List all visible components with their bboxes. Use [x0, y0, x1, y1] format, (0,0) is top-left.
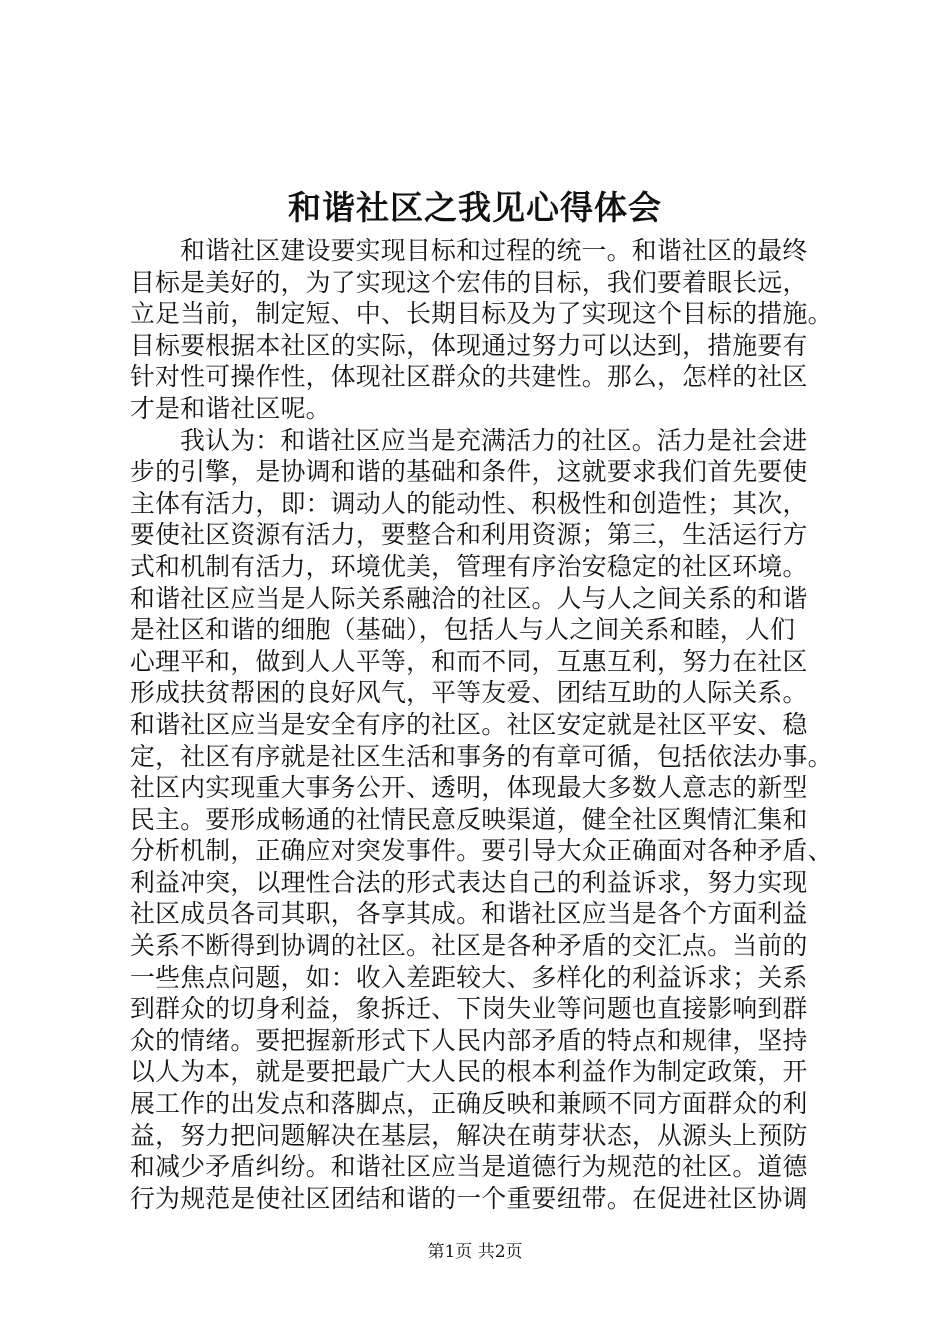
text-line: 和谐社区建设要实现目标和过程的统一。和谐社区的最终: [180, 236, 808, 265]
text-line: 益，努力把问题解决在基层，解决在萌芽状态，从源头上预防: [130, 1120, 808, 1150]
text-line: 立足当前，制定短、中、长期目标及为了实现这个目标的措施。: [130, 299, 833, 329]
text-line: 式和机制有活力，环境优美，管理有序治安稳定的社区环境。: [130, 551, 808, 581]
text-line: 社区内实现重大事务公开、透明，体现最大多数人意志的新型: [130, 773, 808, 803]
text-line: 定，社区有序就是社区生活和事务的有章可循，包括依法办事。: [130, 741, 833, 771]
page-number: 第1页 共2页: [427, 1242, 523, 1262]
text-line: 要使社区资源有活力，要整合和利用资源；第三，生活运行方: [130, 520, 808, 550]
text-line: 展工作的出发点和落脚点，正确反映和兼顾不同方面群众的利: [130, 1089, 808, 1119]
text-line: 和谐社区应当是安全有序的社区。社区安定就是社区平安、稳: [130, 709, 808, 739]
text-line: 行为规范是使社区团结和谐的一个重要纽带。在促进社区协调: [130, 1183, 808, 1213]
text-line: 民主。要形成畅通的社情民意反映渠道，健全社区舆情汇集和: [130, 804, 808, 834]
text-line: 我认为：和谐社区应当是充满活力的社区。活力是社会进: [180, 425, 808, 455]
text-line: 关系不断得到协调的社区。社区是各种矛盾的交汇点。当前的: [130, 931, 808, 961]
text-line: 针对性可操作性，体现社区群众的共建性。那么，怎样的社区: [130, 362, 808, 392]
text-line: 才是和谐社区呢。: [130, 393, 331, 423]
text-line: 步的引擎，是协调和谐的基础和条件，这就要求我们首先要使: [130, 457, 808, 487]
text-line: 众的情绪。要把握新形式下人民内部矛盾的特点和规律，坚持: [130, 1025, 808, 1055]
text-line: 目标要根据本社区的实际，体现通过努力可以达到，措施要有: [130, 330, 808, 360]
text-line: 和减少矛盾纠纷。和谐社区应当是道德行为规范的社区。道德: [130, 1152, 808, 1182]
text-line: 分析机制，正确应对突发事件。要引导大众正确面对各种矛盾、: [130, 836, 833, 866]
document-title: 和谐社区之我见心得体会: [288, 188, 662, 227]
text-line: 社区成员各司其职，各享其成。和谐社区应当是各个方面利益: [130, 899, 808, 929]
text-line: 形成扶贫帮困的良好风气，平等友爱、团结互助的人际关系。: [130, 678, 808, 708]
text-line: 到群众的切身利益，象拆迁、下岗失业等问题也直接影响到群: [130, 994, 808, 1024]
text-line: 主体有活力，即：调动人的能动性、积极性和创造性；其次，: [130, 488, 808, 518]
text-line: 心理平和，做到人人平等，和而不同，互惠互利，努力在社区: [130, 646, 808, 676]
text-line: 和谐社区应当是人际关系融洽的社区。人与人之间关系的和谐: [130, 583, 808, 613]
text-line: 以人为本，就是要把最广大人民的根本利益作为制定政策，开: [130, 1057, 808, 1087]
document-body: [130, 235, 840, 1214]
text-line: 利益冲突，以理性合法的形式表达自己的利益诉求，努力实现: [130, 867, 808, 897]
text-line: 一些焦点问题，如：收入差距较大、多样化的利益诉求；关系: [130, 962, 808, 992]
text-line: 是社区和谐的细胞（基础），包括人与人之间关系和睦，人们: [130, 615, 796, 645]
text-line: 目标是美好的，为了实现这个宏伟的目标，我们要着眼长远，: [130, 267, 808, 297]
